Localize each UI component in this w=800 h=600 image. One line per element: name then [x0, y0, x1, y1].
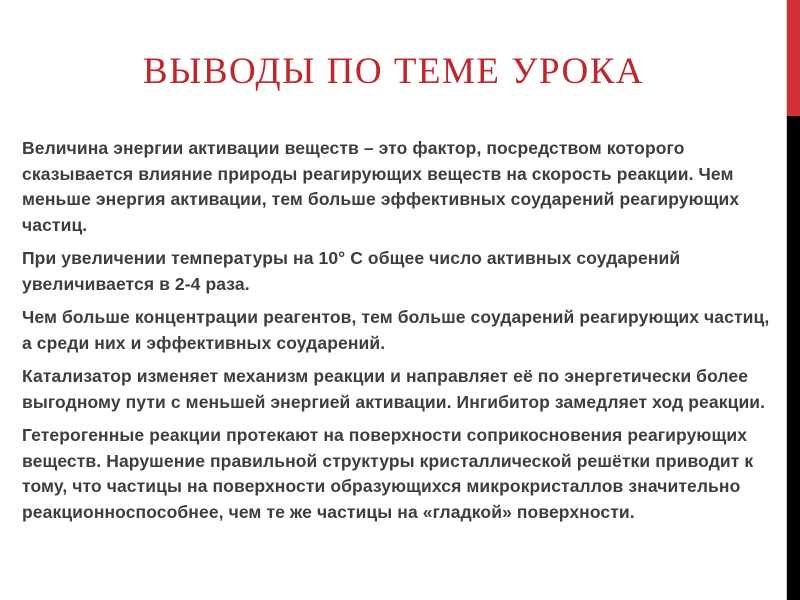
accent-bar-red — [787, 0, 800, 116]
body-paragraph-activation-energy: Величина энергии активации веществ – это фактор, посредством которого сказывается влияние природы реагирующих веществ на скорость реакции. Чем меньше энергия активации, тем больше эффективных соударений реагирующих частиц. — [22, 138, 740, 235]
page-title: ВЫВОДЫ ПО ТЕМЕ УРОКА — [142, 51, 645, 92]
body-paragraph-heterogeneous: Гетерогенные реакции протекают на поверхности соприкосновения реагирующих веществ. Нарушение правильной структуры кристаллической решётки приводит к тому, что частицы на поверхности образующихся микрокристаллов значительно реакционноспособнее, чем те же частицы на «гладкой» поверхности. — [22, 425, 754, 522]
slide-body-text — [22, 136, 772, 533]
body-paragraph-temperature: При увеличении температуры на 10° С общее число активных соударений увеличивается в 2-4 раза. — [22, 248, 681, 294]
body-paragraph-catalyst: Катализатор изменяет механизм реакции и направляет её по энергетически более выгодному пути с меньшей энергией активации. Ингибитор замедляет ход реакции. — [22, 366, 766, 412]
accent-bar-black — [786, 0, 800, 600]
body-paragraph-concentration: Чем больше концентрации реагентов, тем больше соударений реагирующих частиц, а среди них и эффективных соударений. — [22, 307, 770, 353]
